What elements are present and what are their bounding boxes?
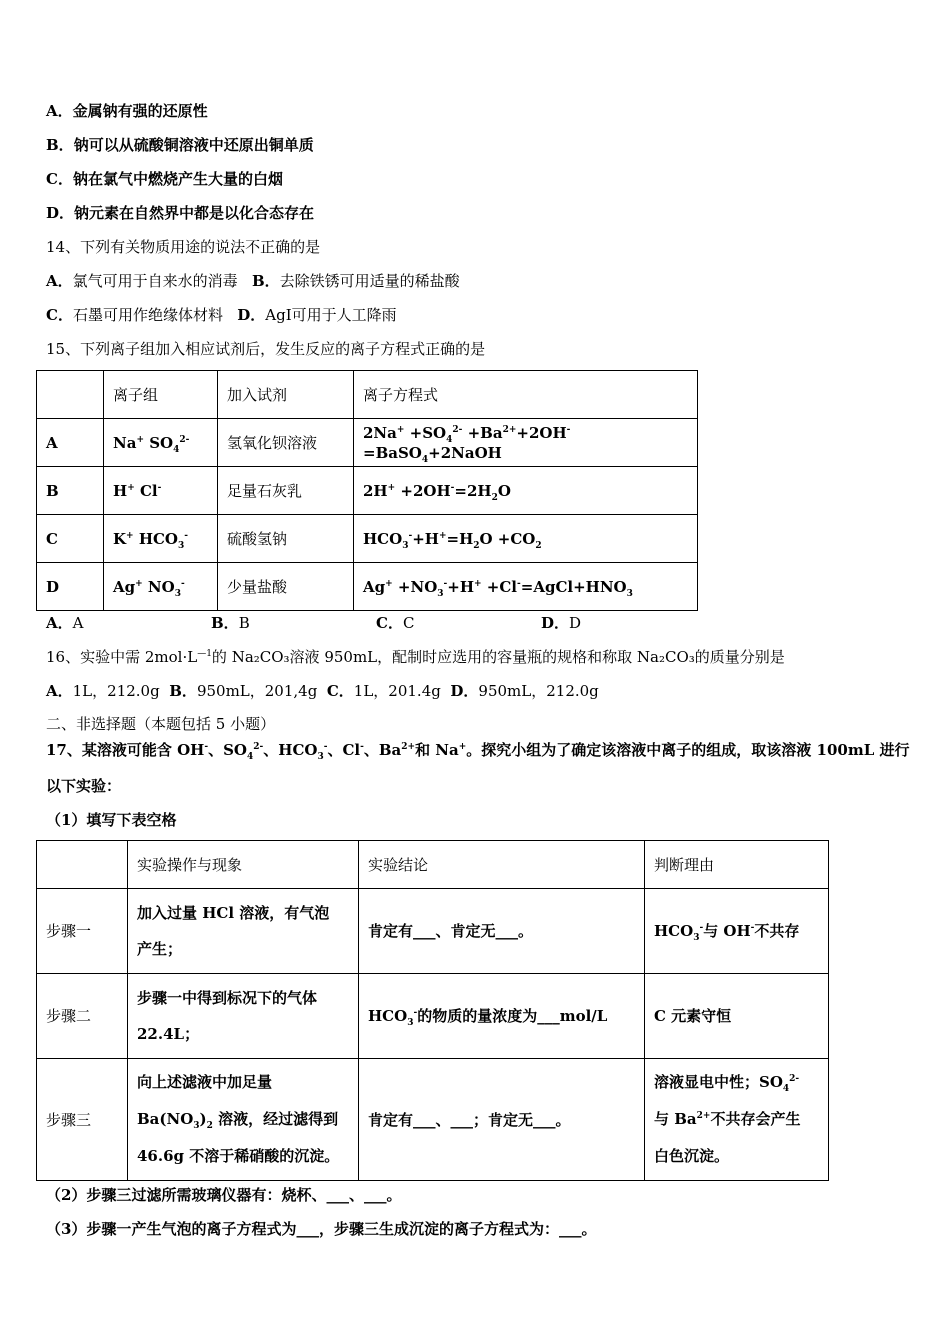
q15-answer-d: D．D: [541, 614, 582, 632]
q17-intro: 17、某溶液可能含 OH-、$SO_4^{2-}$、$HCO_3^-$、Cl-、$Ba^{2+}$和 Na+。探究小组为了确定该溶液中离子的组成，取该溶液 100mL 进行: [46, 741, 910, 762]
q17-sub1: （1）填写下表空格: [46, 811, 177, 829]
ion-equation: $2H^+ +2OH^-=2H_2O$: [354, 467, 698, 515]
row-label: C: [37, 515, 104, 563]
q13-option-b: B．钠可以从硫酸铜溶液中还原出铜单质: [46, 136, 314, 154]
q14-options-ab: A．氯气可用于自来水的消毒 B．去除铁锈可用适量的稀盐酸: [46, 272, 460, 290]
table-cell: [37, 371, 104, 419]
step-reason: 溶液显电中性；$SO_4^{2-}$ 与 $Ba^{2+}$不共存会产生 白色沉淀。: [645, 1059, 829, 1181]
q17-intro-line2: 以下实验：: [46, 777, 122, 795]
section2-title: 二、非选择题（本题包括 5 小题）: [46, 715, 276, 733]
q15-answer-b: B．B: [211, 614, 250, 632]
table-row: [37, 974, 829, 1059]
table-row: [37, 889, 829, 974]
q16-options: A．1L，212.0g B．950mL，201,4g C．1L，201.4g D．950mL，212.0g: [46, 682, 599, 700]
reagent: 硫酸氢钠: [218, 515, 354, 563]
step-conclusion: 肯定有___、___；肯定无___。: [359, 1059, 645, 1181]
step-operation: 向上述滤液中加足量 $Ba(NO_3)_2$ 溶液，经过滤得到 46.6g 不溶于稀硝酸的沉淀。: [128, 1059, 359, 1181]
table-row: [37, 515, 698, 563]
q13-option-d: D．钠元素在自然界中都是以化合态存在: [46, 204, 315, 222]
step-conclusion: $HCO_3^-$的物质的量浓度为___mol/L: [359, 974, 645, 1059]
table-header: 加入试剂: [218, 371, 354, 419]
ion-equation: $HCO_3^-+H^+=H_2O +CO_2$: [354, 515, 698, 563]
q17-sub3: （3）步骤一产生气泡的离子方程式为___，步骤三生成沉淀的离子方程式为：___。: [46, 1220, 597, 1238]
q15-stem: 15、下列离子组加入相应试剂后，发生反应的离子方程式正确的是: [46, 340, 486, 358]
step-label: 步骤二: [37, 974, 128, 1059]
row-label: B: [37, 467, 104, 515]
ion-group: H+ Cl-: [104, 467, 218, 515]
reagent: 氢氧化钡溶液: [218, 419, 354, 467]
q15-answer-c: C．C: [376, 614, 415, 632]
table-header: 离子组: [104, 371, 218, 419]
step-label: 步骤三: [37, 1059, 128, 1181]
q17-table: [36, 840, 829, 1181]
table-row: [37, 1059, 829, 1181]
ion-group: Na+ $SO_4^{2-}$: [104, 419, 218, 467]
reagent: 足量石灰乳: [218, 467, 354, 515]
ion-equation: $2Na^+ +SO_4^{2-}$ $+Ba^{2+}+2OH^-=BaSO_4+2NaOH$: [354, 419, 698, 467]
q14-stem: 14、下列有关物质用途的说法不正确的是: [46, 238, 321, 256]
ion-group: K+ $HCO_3^-$: [104, 515, 218, 563]
step-label: 步骤一: [37, 889, 128, 974]
q13-option-c: C．钠在氯气中燃烧产生大量的白烟: [46, 170, 283, 188]
q15-answer-a: A．A: [46, 614, 84, 632]
step-operation: 步骤一中得到标况下的气体 22.4L；: [128, 974, 359, 1059]
table-header: 实验结论: [359, 841, 645, 889]
step-conclusion: 肯定有___、肯定无___。: [359, 889, 645, 974]
row-label: A: [37, 419, 104, 467]
q14-options-cd: C．石墨可用作绝缘体材料 D．AgI可用于人工降雨: [46, 306, 397, 324]
q17-sub2: （2）步骤三过滤所需玻璃仪器有：烧杯、___、___。: [46, 1186, 402, 1204]
q15-table: [36, 370, 698, 611]
step-reason: $HCO_3^-$与 OH-不共存: [645, 889, 829, 974]
row-label: D: [37, 563, 104, 611]
q13-option-a: A．金属钠有强的还原性: [46, 102, 208, 120]
table-header: 离子方程式: [354, 371, 698, 419]
table-cell: [37, 841, 128, 889]
q15-answer-options: [46, 613, 606, 633]
step-reason: C 元素守恒: [645, 974, 829, 1059]
table-row: [37, 419, 698, 467]
step-operation: 加入过量 HCl 溶液，有气泡 产生；: [128, 889, 359, 974]
ion-group: Ag+ $NO_3^-$: [104, 563, 218, 611]
table-row: [37, 467, 698, 515]
table-row: [37, 841, 829, 889]
ion-equation: $Ag^+ +NO_3^-+H^+$ $+Cl^-=AgCl+HNO_3$: [354, 563, 698, 611]
table-row: [37, 563, 698, 611]
table-header: 实验操作与现象: [128, 841, 359, 889]
table-row: [37, 371, 698, 419]
table-header: 判断理由: [645, 841, 829, 889]
q16-stem: 16、实验中需 $2mol\cdot L^{—1}$的 Na₂CO₃溶液 950mL，配制时应选用的容量瓶的规格和称取 Na₂CO₃的质量分别是: [46, 648, 785, 666]
reagent: 少量盐酸: [218, 563, 354, 611]
